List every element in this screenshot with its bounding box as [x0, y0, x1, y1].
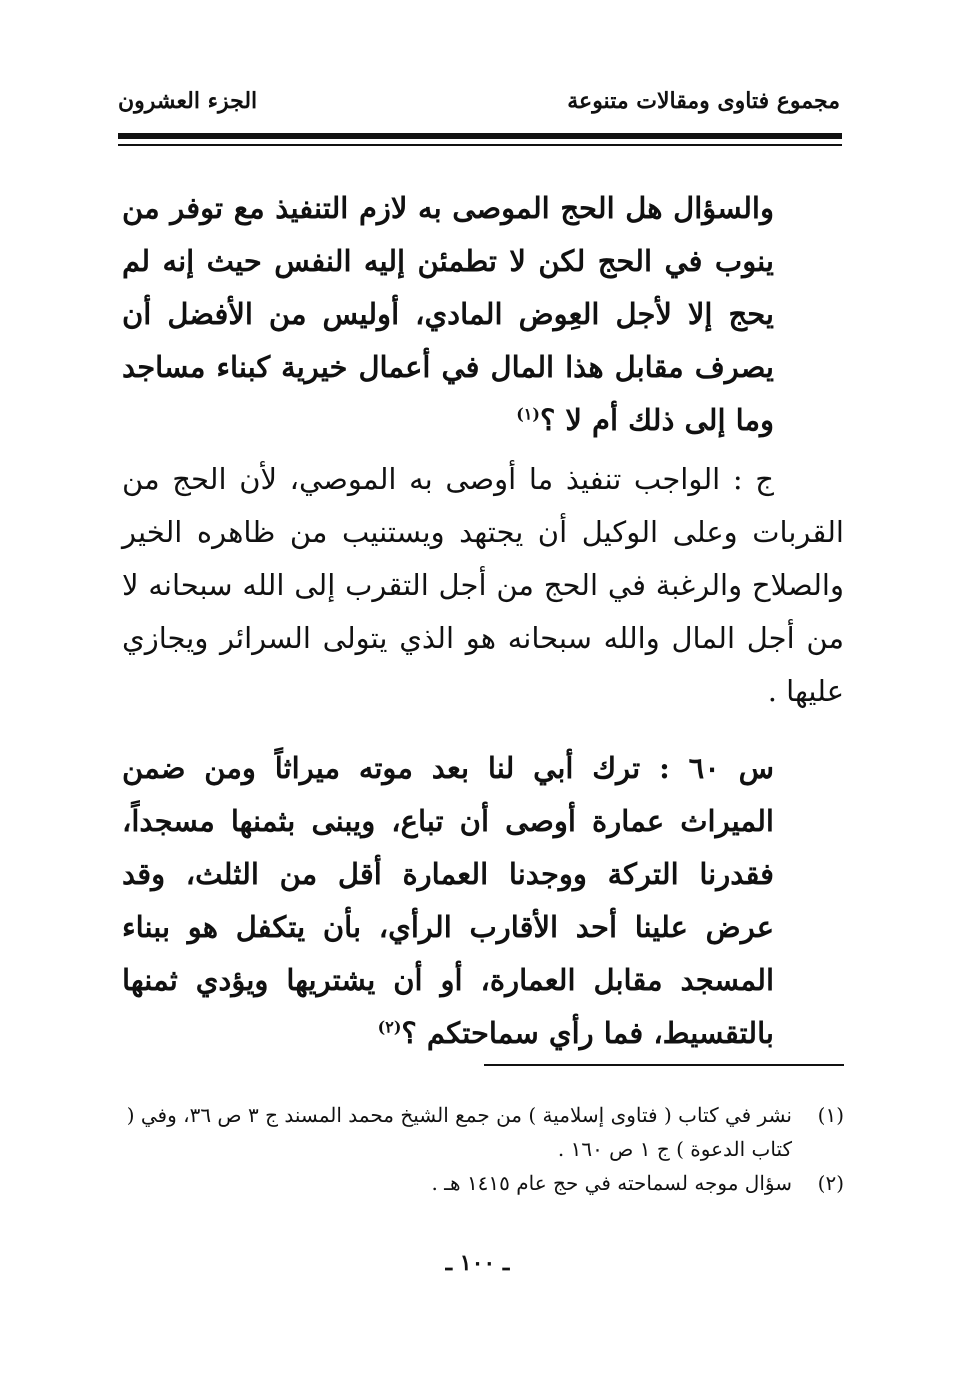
footnote-2-text: سؤال موجه لسماحته في حج عام ١٤١٥ هـ .	[431, 1171, 792, 1195]
footnote-ref-1: (١)	[516, 404, 540, 424]
page-number: ـ ١٠٠ ـ	[445, 1250, 510, 1276]
header-rule-thin	[118, 144, 842, 146]
book-title: مجموع فتاوى ومقالات متنوعة	[567, 88, 840, 114]
page-header	[118, 88, 840, 128]
footnote-1-text: نشر في كتاب ( فتاوى إسلامية ) من جمع الشيخ محمد المسند ج ٣ ص ٣٦، وفي ( كتاب الدعوة ) ج ١ ص ١٦٠ .	[126, 1103, 792, 1161]
footnote-2-number: (٢)	[817, 1171, 844, 1195]
footnote-1	[122, 1098, 844, 1166]
question-60-text: س ٦٠ : ترك أبي لنا بعد موته ميراثاً ومن ضمن الميراث عمارة أوصى أن تباع، ويبنى بثمنها مسجداً، فقدرنا التركة ووجدنا العمارة أقل من الثلث، وقد عرض علينا أحد الأقارب الرأي، بأن يتكفل هو ببناء المسجد مقابل العمارة، أو أن يشتريها ويؤدي ثمنها بالتقسيط، فما رأي سماحتكم ؟	[122, 751, 775, 1050]
footnotes	[122, 1098, 844, 1200]
volume-label: الجزء العشرون	[118, 88, 258, 114]
question-60	[122, 742, 844, 1060]
answer-indent	[774, 462, 844, 496]
question-continuation-text: والسؤال هل الحج الموصى به لازم التنفيذ مع توفر من ينوب في الحج لكن لا تطمئن إليه النفس حيث إنه لم يحج إلا لأجل العِوض المادي، أوليس من الأفضل أن يصرف مقابل هذا المال في أعمال خيرية كبناء مساجد وما إلى ذلك أم لا ؟	[122, 191, 774, 437]
main-text	[122, 182, 844, 1060]
question-continuation	[122, 182, 844, 447]
footnote-ref-2: (٢)	[377, 1017, 402, 1037]
header-rule-thick	[118, 133, 842, 139]
footnote-separator	[484, 1064, 844, 1066]
answer-paragraph	[122, 453, 844, 718]
footnote-2	[122, 1166, 844, 1200]
footnote-1-number: (١)	[817, 1103, 844, 1127]
answer-text: ج : الواجب تنفيذ ما أوصى به الموصي، لأن الحج من القربات وعلى الوكيل أن يجتهد ويستنيب من ظاهره الخير والصلاح والرغبة في الحج من أجل التقرب إلى الله سبحانه لا من أجل المال والله سبحانه هو الذي يتولى السرائر ويجازي عليها .	[122, 462, 844, 708]
